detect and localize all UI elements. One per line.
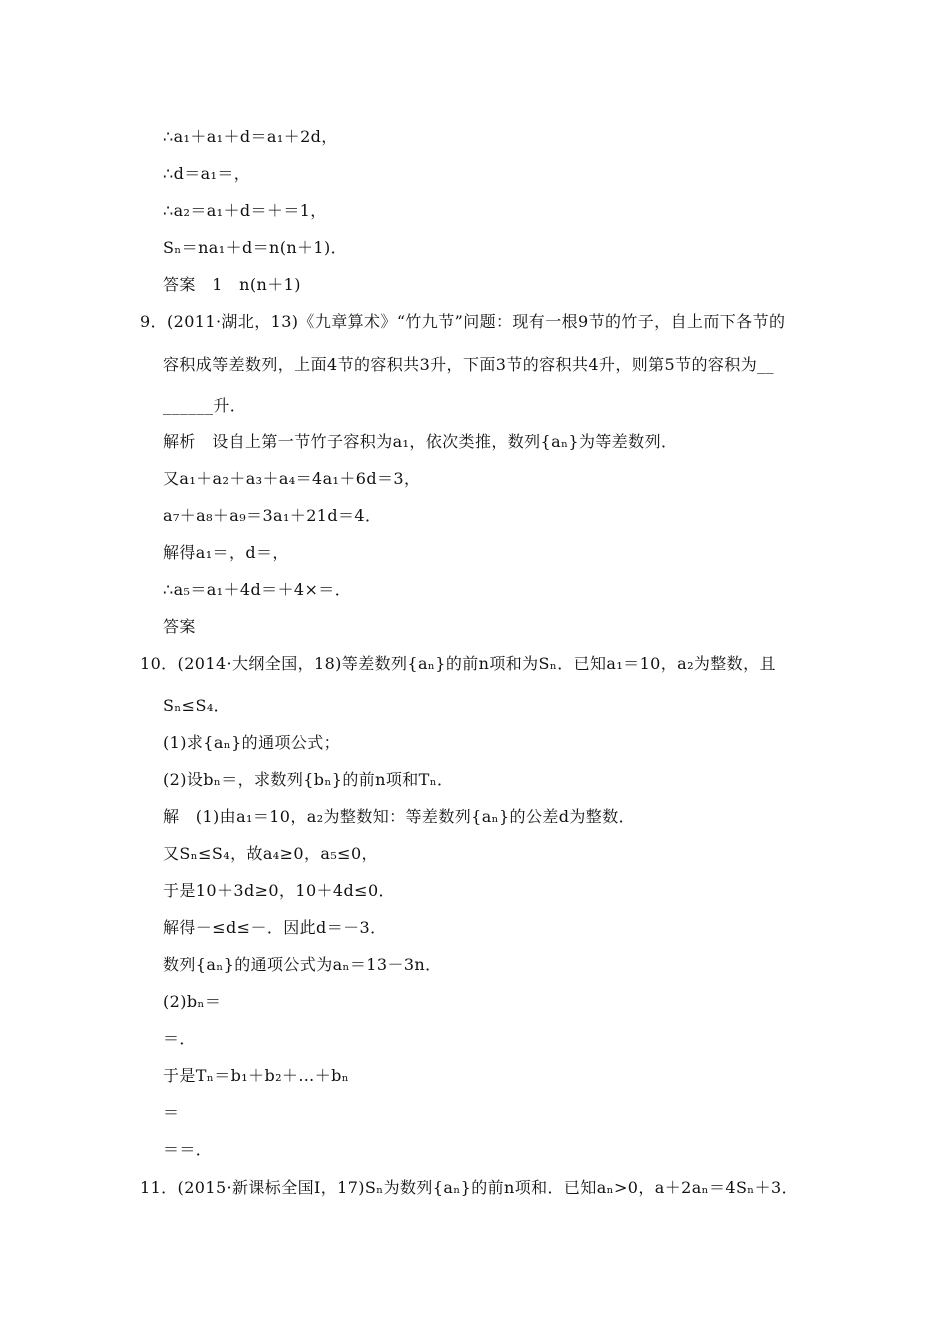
answer-line: 答案 1 n(n＋1) (163, 275, 301, 294)
question-10-line: 10．(2014·大纲全国，18)等差数列{aₙ}的前n项和为Sₙ．已知a₁＝10，a₂为整数，且 (140, 654, 776, 673)
answer-line: 答案 (163, 617, 196, 636)
solution-line: 又Sₙ≤S₄，故a₄≥0，a₅≤0， (163, 844, 378, 863)
solution-line: ∴d＝a₁＝， (163, 164, 251, 183)
question-9-line: 容积成等差数列，上面4节的容积共3升，下面3节的容积共4升，则第5节的容积为__ (163, 355, 774, 374)
solution-line: ∴a₂＝a₁＋d＝＋＝1， (163, 201, 327, 220)
question-9-line: 9．(2011·湖北，13)《九章算术》“竹九节”问题：现有一根9节的竹子，自上而下各节的 (140, 312, 786, 331)
question-10-line: Sₙ≤S₄． (163, 696, 231, 715)
solution-line: 数列{aₙ}的通项公式为aₙ＝13－3n． (163, 955, 442, 974)
solution-line: 于是10＋3d≥0，10＋4d≤0． (163, 881, 395, 900)
solution-line: 于是Tₙ＝b₁＋b₂＋…＋bₙ (163, 1066, 350, 1085)
solution-line: 解得a₁＝，d＝， (163, 543, 289, 562)
question-part-line: (1)求{aₙ}的通项公式； (163, 733, 341, 752)
solution-line: Sₙ＝na₁＋d＝n(n＋1)． (163, 238, 348, 257)
solution-line: 又a₁＋a₂＋a₃＋a₄＝4a₁＋6d＝3， (163, 469, 421, 488)
question-9-line: ______升． (163, 396, 247, 415)
question-part-line: (2)设bₙ＝，求数列{bₙ}的前n项和Tₙ． (163, 770, 454, 789)
solution-line: 解得－≤d≤－．因此d＝－3． (163, 918, 387, 937)
solution-line: (2)bₙ＝ (163, 992, 222, 1011)
solution-line: ＝ (163, 1103, 180, 1122)
solution-line: ＝＝． (163, 1140, 213, 1159)
solution-line: ∴a₁＋a₁＋d＝a₁＋2d， (163, 127, 338, 146)
solution-line: ＝． (163, 1029, 196, 1048)
solution-line: 解析 设自上第一节竹子容积为a₁，依次类推，数列{aₙ}为等差数列． (163, 432, 678, 451)
solution-line: a₇＋a₈＋a₉＝3a₁＋21d＝4． (163, 506, 382, 525)
solution-line: 解 (1)由a₁＝10，a₂为整数知：等差数列{aₙ}的公差d为整数． (163, 807, 635, 826)
solution-line: ∴a₅＝a₁＋4d＝＋4×＝． (163, 580, 352, 599)
question-11-line: 11．(2015·新课标全国Ⅰ，17)Sₙ为数列{aₙ}的前n项和．已知aₙ>0，a＋2aₙ＝4Sₙ＋3． (140, 1178, 799, 1197)
